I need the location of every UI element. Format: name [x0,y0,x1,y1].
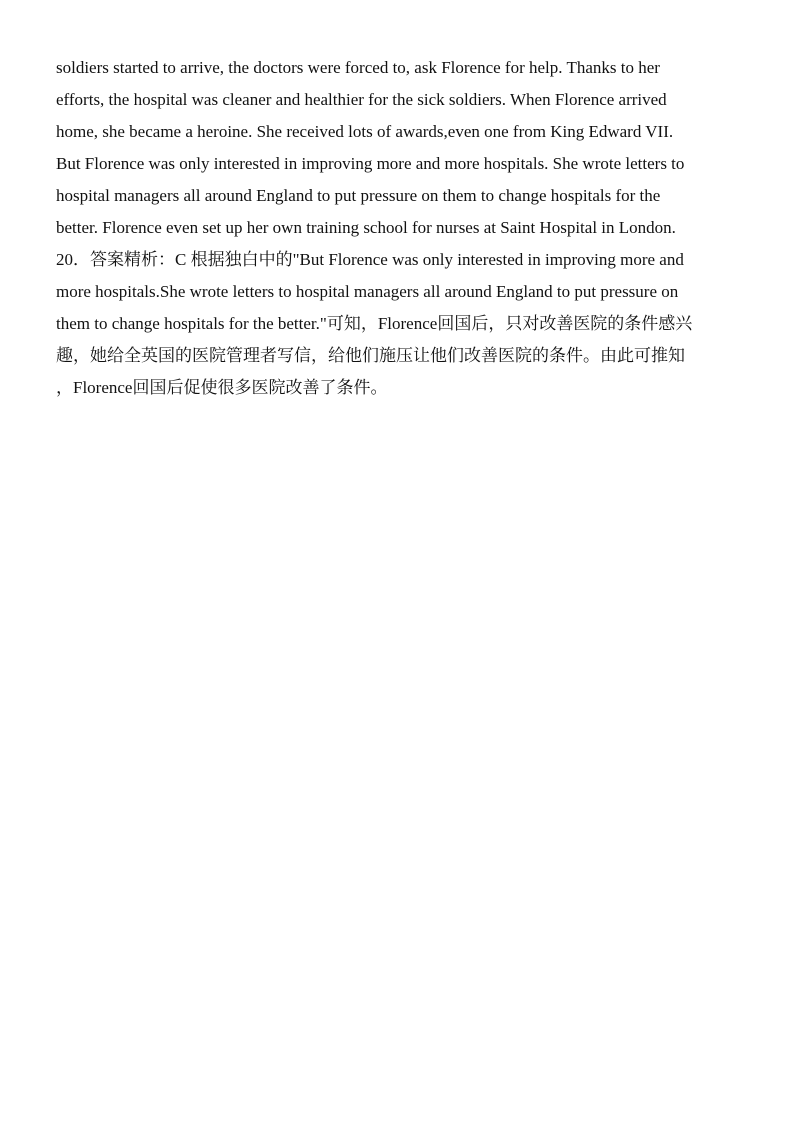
answer-analysis-line-2: more hospitals.She wrote letters to hospital managers all around England to put pressure on [56,282,679,301]
document-body [56,52,756,404]
answer-analysis-line-5: ，Florence回国后促使很多医院改善了条件。 [56,378,388,397]
answer-analysis-line-3: them to change hospitals for the better."可知，Florence回国后，只对改善医院的条件感兴 [56,314,693,333]
text-line-1: soldiers started to arrive, the doctors were forced to, ask Florence for help. Thanks to her [56,58,660,77]
answer-analysis-line-4: 趣，她给全英国的医院管理者写信，给他们施压让他们改善医院的条件。由此可推知 [56,346,685,366]
text-line-5: hospital managers all around England to put pressure on them to change hospitals for the [56,186,661,205]
text-line-4: But Florence was only interested in improving more and more hospitals. She wrote letters to [56,154,685,173]
answer-analysis-line-1: 20．答案精析：C 根据独白中的"But Florence was only interested in improving more and [56,250,684,269]
text-line-3: home, she became a heroine. She received lots of awards,even one from King Edward VII. [56,122,674,141]
text-line-2: efforts, the hospital was cleaner and healthier for the sick soldiers. When Florence arrived [56,90,667,109]
text-line-6: better. Florence even set up her own training school for nurses at Saint Hospital in London. [56,218,676,237]
